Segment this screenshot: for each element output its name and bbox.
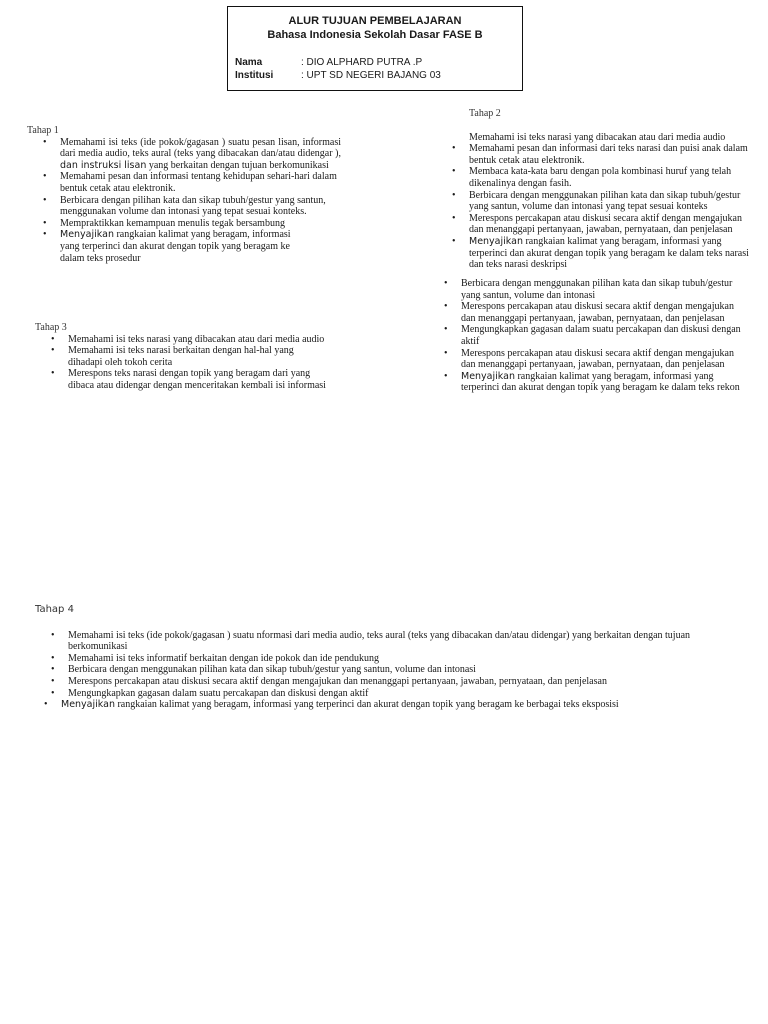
tahap-1-section xyxy=(27,125,347,264)
tahap-4-list-last xyxy=(61,699,733,711)
tahap-2-item: • Merespons percakapan atau diskusi secara aktif dengan mengajukan dan menanggapi pertanyaan, jawaban, pernyataan, dan penjelasan xyxy=(469,213,751,236)
tahap-2-item: • Menyajikan rangkaian kalimat yang beragam, informasi yang terperinci dan akurat dengan topik yang beragam ke dalam teks rekon xyxy=(461,371,746,394)
tahap-1-item: • Mempraktikkan kemampuan menulis tegak bersambung xyxy=(60,218,341,230)
tahap-4-item: • Merespons percakapan atau diskusi secara aktif dengan mengajukan dan menanggapi pertanyaan, jawaban, pernyataan, dan penjelasan xyxy=(68,676,733,688)
tahap-1-title: Tahap 1 xyxy=(27,125,59,136)
tahap-2-item: • Menyajikan rangkaian kalimat yang beragam, informasi yang terperinci dan akurat dengan topik yang beragam ke dalam teks narasi dan teks narasi deskripsi xyxy=(469,236,751,271)
document-header xyxy=(227,6,523,91)
tahap-4-list xyxy=(68,630,733,700)
tahap-2-item: • Mengungkapkan gagasan dalam suatu percakapan dan diskusi dengan aktif xyxy=(461,324,746,347)
tahap-3-section xyxy=(35,322,355,392)
identity-block xyxy=(235,56,522,82)
institution-row xyxy=(235,69,522,82)
tahap-3-title: Tahap 3 xyxy=(35,322,67,333)
tahap-2-title: Tahap 2 xyxy=(469,108,501,119)
tahap-1-item: • Berbicara dengan pilihan kata dan sikap tubuh/gestur yang santun, menggunakan volume dan intonasi yang tepat sesuai konteks. xyxy=(60,195,341,218)
name-value: : DIO ALPHARD PUTRA .P xyxy=(301,57,423,68)
tahap-4-title: Tahap 4 xyxy=(35,604,74,615)
name-label: Nama xyxy=(235,57,263,68)
tahap-2-item: • Merespons percakapan atau diskusi secara aktif dengan mengajukan dan menanggapi pertanyaan, jawaban, pernyataan, dan penjelasan xyxy=(461,348,746,371)
tahap-2-continued-section xyxy=(461,278,751,394)
tahap-2-list xyxy=(469,143,751,271)
tahap-4-item: • Menyajikan rangkaian kalimat yang beragam, informasi yang terperinci dan akurat dengan topik yang beragam ke berbagai teks eksposisi xyxy=(61,699,733,711)
tahap-2-lead: Memahami isi teks narasi yang dibacakan atau dari media audio xyxy=(469,131,726,143)
institution-label: Institusi xyxy=(235,70,274,81)
tahap-4-item: • Berbicara dengan menggunakan pilihan kata dan sikap tubuh/gestur yang santun, volume dan intonasi xyxy=(68,664,733,676)
tahap-1-item: • Menyajikan rangkaian kalimat yang beragam, informasi yang terperinci dan akurat dengan topik yang beragam ke dalam teks prosedur xyxy=(60,229,341,264)
tahap-2-list-continued xyxy=(461,278,746,394)
tahap-1-list xyxy=(60,137,341,265)
document-subtitle: Bahasa Indonesia Sekolah Dasar FASE B xyxy=(267,29,483,41)
name-row xyxy=(235,56,522,69)
tahap-2-item: • Memahami pesan dan informasi dari teks narasi dan puisi anak dalam bentuk cetak atau elektronik. xyxy=(469,143,751,166)
tahap-3-item: • Memahami isi teks narasi yang dibacakan atau dari media audio xyxy=(68,334,358,346)
tahap-3-item: • Memahami isi teks narasi berkaitan dengan hal-hal yang dihadapi oleh tokoh cerita xyxy=(68,345,358,368)
tahap-4-item: • Memahami isi teks (ide pokok/gagasan ) suatu nformasi dari media audio, teks aural (teks yang dibacakan dan/atau didengar) yang berkaitan dengan tujuan berkomunikasi xyxy=(68,630,733,653)
tahap-2-item: • Berbicara dengan menggunakan pilihan kata dan sikap tubuh/gestur yang santun, volume dan intonasi yang tepat sesuai konteks xyxy=(469,190,751,213)
tahap-1-item: • Memahami isi teks (ide pokok/gagasan ) suatu pesan lisan, informasi dari media audio, teks aural (teks yang dibacakan dan/atau didengar ), dan instruksi lisan yang berkaitan dengan tujuan berkomunikasi xyxy=(60,137,341,172)
tahap-2-item: • Merespons percakapan atau diskusi secara aktif dengan mengajukan dan menanggapi pertanyaan, jawaban, pernyataan, dan penjelasan xyxy=(461,301,746,324)
tahap-4-item: • Memahami isi teks informatif berkaitan dengan ide pokok dan ide pendukung xyxy=(68,653,733,665)
tahap-3-item: • Merespons teks narasi dengan topik yang beragam dari yang dibaca atau didengar dengan menceritakan kembali isi informasi xyxy=(68,368,358,391)
tahap-4-item: • Mengungkapkan gagasan dalam suatu percakapan dan diskusi dengan aktif xyxy=(68,688,733,700)
tahap-1-item: • Memahami pesan dan informasi tentang kehidupan sehari-hari dalam bentuk cetak atau elektronik. xyxy=(60,171,341,194)
document-title: ALUR TUJUAN PEMBELAJARAN xyxy=(288,15,462,27)
tahap-2-section xyxy=(452,108,752,271)
tahap-2-item: • Berbicara dengan menggunakan pilihan kata dan sikap tubuh/gestur yang santun, volume dan intonasi xyxy=(461,278,746,301)
tahap-3-list xyxy=(68,334,358,392)
tahap-2-item: • Membaca kata-kata baru dengan pola kombinasi huruf yang telah dikenalinya dengan fasih. xyxy=(469,166,751,189)
tahap-4-section xyxy=(35,604,735,711)
institution-value: : UPT SD NEGERI BAJANG 03 xyxy=(301,70,441,81)
